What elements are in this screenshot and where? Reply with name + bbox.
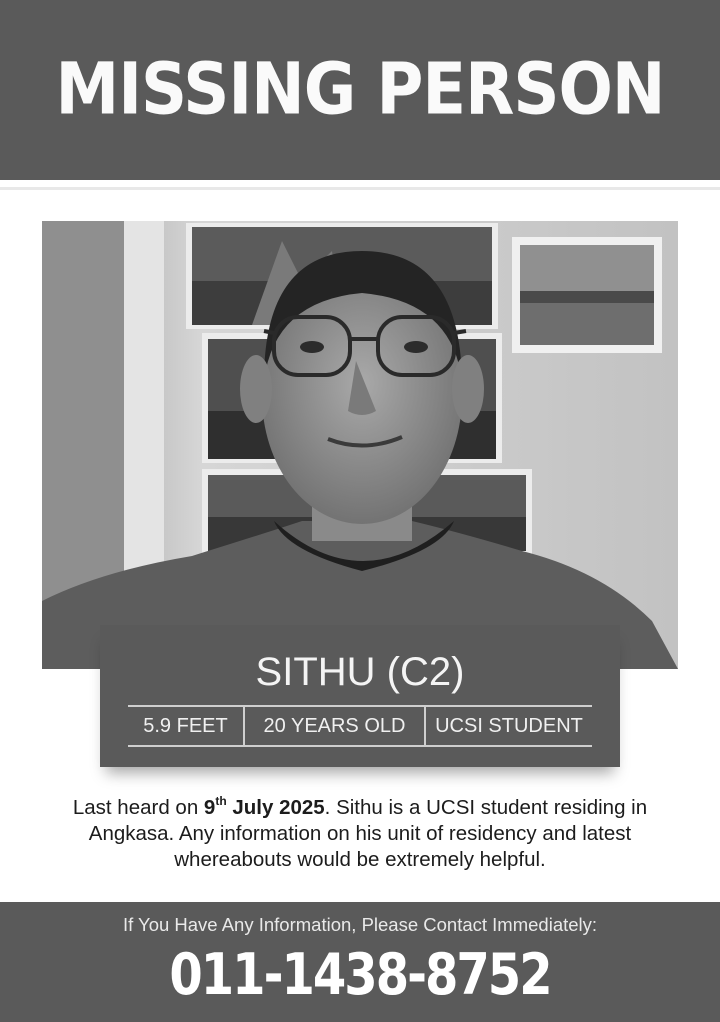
phone-number: 011-1438-8752: [169, 941, 551, 1009]
desc-part2: . Sithu is a UCSI student residing in Angkasa. Any information on his unit of residency and latest whereabouts would be extremely helpful.: [88, 796, 648, 871]
height-fact: 5.9 FEET: [143, 715, 228, 737]
person-name: SITHU (C2): [255, 650, 465, 694]
date-day: 9: [203, 796, 216, 819]
portrait-photo: [42, 221, 678, 669]
date-month-year: July 2025: [226, 796, 325, 819]
divider-line: [0, 187, 720, 190]
header-band: [0, 0, 720, 180]
wall-photo: [512, 237, 662, 353]
description-text: [40, 795, 680, 873]
occupation-fact: UCSI STUDENT: [424, 707, 592, 745]
portrait-illustration: [42, 221, 678, 669]
date-day-suffix: th: [215, 794, 227, 808]
last-heard-date: [204, 796, 325, 819]
identity-panel: [100, 625, 620, 767]
age-fact: 20 YEARS OLD: [243, 707, 424, 745]
facts-row: [128, 705, 592, 747]
contact-band: [0, 902, 720, 1022]
contact-prompt: If You Have Any Information, Please Contact Immediately:: [122, 914, 598, 935]
desc-part1: Last heard on: [72, 796, 204, 819]
headline: MISSING PERSON: [55, 48, 665, 132]
